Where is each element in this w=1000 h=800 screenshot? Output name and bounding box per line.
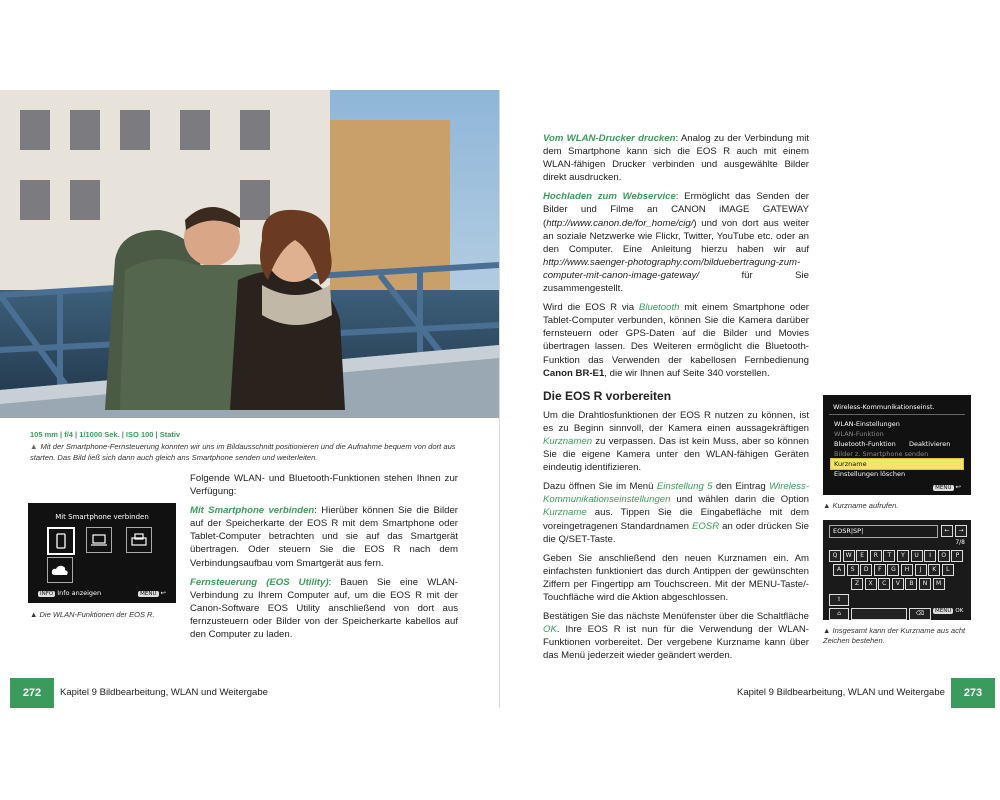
caption-arrow-icon: ▲ xyxy=(30,442,38,451)
chapter-title: Kapitel 9 Bildbearbeitung, WLAN und Weitergabe xyxy=(737,687,945,698)
cursor-right-icon: → xyxy=(955,525,967,537)
info-hint: INFO Info anzeigen xyxy=(40,589,102,597)
right-page xyxy=(501,90,1000,708)
return-icon: ↩ xyxy=(160,589,166,597)
page-number: 272 xyxy=(10,678,54,708)
keyboard-key: T xyxy=(883,550,895,562)
menu-screen-title: Wireless-Kommunikationseinst. xyxy=(833,403,935,411)
webservice-paragraph: Hochladen zum Webservice: Ermöglicht das Senden der Bilder und Filme an CANON iMAGE GATEWAY (http://www.canon.de/for_home/cig/) und von dort aus weiter an soziale Netzwerke wie Flickr, Twitter, YouTube etc. oder an den Computer. Eine Anleitung hierzu haben wir auf http://www.saenger-photography.com/bilduebertragung-zum-computer-mit-canon-image-gateway/ für Sie zusammengestellt. xyxy=(543,191,809,295)
home-icon: ⌂ xyxy=(829,608,849,620)
confirm-paragraph: Bestätigen Sie das nächste Menüfenster über die Schaltfläche OK. Ihre EOS R ist nun für die Verwendung der WLAN-Funktionen vorbereitet. Der vergebene Kurzname kann über das Menü jederzeit wieder geändert werden. xyxy=(543,611,809,662)
keyboard-key: S xyxy=(847,564,859,576)
return-icon: ↩ xyxy=(955,483,961,491)
photo-caption: ▲ Mit der Smartphone-Fernsteuerung konnten wir uns im Bildausschnitt positionieren und die Aufnahme bequem von dort aus starten. Das Bild ließ sich dann auch gleich ans Smartphone senden und weiterleiten. xyxy=(30,442,456,462)
camera-caption: ▲ Die WLAN-Funktionen der EOS R. xyxy=(30,610,155,619)
computer-icon xyxy=(86,527,112,553)
keyboard-key: H xyxy=(901,564,913,576)
keyboard-key: U xyxy=(911,550,923,562)
caption-arrow-icon: ▲ xyxy=(823,626,833,635)
backspace-icon: ⌫ xyxy=(909,608,931,620)
link-saenger[interactable]: http://www.saenger-photography.com/bilduebertragung-zum-computer-mit-canon-image-gateway/ xyxy=(543,256,801,281)
menu-back-hint: MENU ↩ xyxy=(140,589,166,597)
menu-ok-hint: MENU OK xyxy=(935,608,964,614)
space-key xyxy=(851,608,907,620)
keyboard-key: M xyxy=(933,578,945,590)
left-footer xyxy=(0,678,499,708)
photo-exif: 105 mm | f/4 | 1/1000 Sek. | ISO 100 | Stativ xyxy=(30,430,181,439)
keyboard-key: O xyxy=(938,550,950,562)
keyboard-key: Y xyxy=(897,550,909,562)
bluetooth-value: Deaktivieren xyxy=(909,440,951,448)
smartphone-icon xyxy=(47,527,75,555)
camera-screen-title: Mit Smartphone verbinden xyxy=(55,513,149,521)
menu-row-wlan-function: WLAN-Funktion xyxy=(834,430,884,438)
keyboard-key: K xyxy=(928,564,940,576)
camera-screen-wlan xyxy=(28,503,176,603)
shortname-input: EOSR|SP| xyxy=(829,525,938,538)
keyboard-key: W xyxy=(843,550,855,562)
menu-row-shortname: Kurzname xyxy=(831,459,963,469)
menu-row-bluetooth: Bluetooth-Funktion Deaktivieren xyxy=(834,440,951,448)
keyboard-key: X xyxy=(865,578,877,590)
right-footer xyxy=(501,678,1000,708)
right-body-top xyxy=(543,132,809,668)
keyboard-key: Q xyxy=(829,550,841,562)
keyboard-key: V xyxy=(892,578,904,590)
keyboard-key: R xyxy=(870,550,882,562)
keyboard-key: L xyxy=(942,564,954,576)
enter-name-paragraph: Geben Sie anschließend den neuen Kurznamen ein. Am einfachsten funktioniert das durch Antippen der gewünschten Ziffern per Fingertipp am Touchscreen. Mit der MENU-Taste/-Touchfläche wird die Aktion abgeschlossen. xyxy=(543,552,809,603)
char-counter: 7/8 xyxy=(955,539,965,546)
printer-paragraph: Vom WLAN-Drucker drucken: Analog zu der Verbindung mit dem Smartphone kann sich die EOS R auch mit einem WLAN-fähigen Drucker verbinden und ausgewählte Bilder direkt ausdrucken. xyxy=(543,133,809,184)
book-spread xyxy=(0,90,1000,708)
menu-row-send-images: Bilder z. Smartphone senden xyxy=(834,450,929,458)
keyboard-key: N xyxy=(919,578,931,590)
menu-back-hint: MENU ↩ xyxy=(935,483,961,491)
camera-screen-wireless-menu xyxy=(823,395,971,495)
left-page xyxy=(0,90,500,708)
menu-row-clear: Einstellungen löschen xyxy=(834,470,906,478)
keyboard-key: C xyxy=(878,578,890,590)
keyboard-key: E xyxy=(856,550,868,562)
keyboard-key: B xyxy=(905,578,917,590)
shortname-intro-paragraph: Um die Drahtlosfunktionen der EOS R nutzen zu können, ist es zu Beginn sinnvoll, der Kamera einen aussagekräftigen Kurznamen zu verpassen. Das ist kein Muss, aber so können Sie die eigene Kamera unter den WLAN-fähigen Geräten eindeutig identifizieren. xyxy=(543,409,809,474)
keyboard-key: D xyxy=(860,564,872,576)
keyboard-key: I xyxy=(924,550,936,562)
remote-paragraph: Fernsteuerung (EOS Utility): Bauen Sie eine WLAN-Verbindung zu Ihrem Computer auf, um die EOS R mit der Canon-Software EOS Utility anschließend von dort aus fernzusteuern oder Bilder von der Speicherkarte kabellos auf den Computer zu laden. xyxy=(190,576,458,641)
smartphone-paragraph: Mit Smartphone verbinden: Hierüber können Sie die Bilder auf der Speicherkarte der EOS R mit dem Smartphone oder Tablet-Computer betrachten und sie auf das Smartgerät übertragen. Oder steuern Sie die EOS R nach dem Verbindungsaufbau vom Smartgerät aus fern. xyxy=(190,505,458,569)
chapter-title: Kapitel 9 Bildbearbeitung, WLAN und Weitergabe xyxy=(60,687,268,698)
keyboard-caption: ▲ Insgesamt kann der Kurzname aus acht Zeichen bestehen. xyxy=(823,626,966,645)
menu-row-wlan-settings: WLAN-Einstellungen xyxy=(834,420,900,428)
keyboard-key: Z xyxy=(851,578,863,590)
couple-photo xyxy=(0,90,499,418)
menu-caption: ▲ Kurzname aufrufen. xyxy=(823,501,899,510)
keyboard-key: J xyxy=(915,564,927,576)
keyboard-key: F xyxy=(874,564,886,576)
intro-paragraph: Folgende WLAN- und Bluetooth-Funktionen stehen Ihnen zur Verfügung: xyxy=(190,473,458,498)
caption-arrow-icon: ▲ xyxy=(30,610,40,619)
section-heading: Die EOS R vorbereiten xyxy=(543,388,672,403)
keyboard-key: G xyxy=(887,564,899,576)
cursor-left-icon: ← xyxy=(941,525,953,537)
camera-screen-keyboard xyxy=(823,520,971,620)
menu-steps-paragraph: Dazu öffnen Sie im Menü Einstellung 5 den Eintrag Wireless-Kommunikationseinstellungen und wählen darin die Option Kurzname aus. Tippen Sie die Eingabefläche mit dem voreingetragenen Standardnamen EOSR an oder drücken Sie die Q/SET-Taste. xyxy=(543,481,810,545)
shift-icon: ⇧ xyxy=(829,594,849,606)
cloud-icon xyxy=(47,557,73,583)
link-cig[interactable]: http://www.canon.de/for_home/cig/ xyxy=(546,217,694,229)
caption-arrow-icon: ▲ xyxy=(823,501,833,510)
keyboard-key: A xyxy=(833,564,845,576)
keyboard-key: P xyxy=(951,550,963,562)
bluetooth-paragraph: Wird die EOS R via Bluetooth mit einem Smartphone oder Tablet-Computer verbunden, können Sie die Kamera darüber fernsteuern oder GPS-Daten auf die Bilder und Movies übertragen lassen. Des Weiteren ermöglicht die Bluetooth-Funktion das Verwenden der kabellosen Fernbedienung Canon BR-E1, die wir Ihnen auf Seite 340 vorstellen. xyxy=(543,302,810,379)
left-body xyxy=(190,472,458,647)
page-number: 273 xyxy=(951,678,995,708)
printer-icon xyxy=(126,527,152,553)
menu-divider xyxy=(829,414,965,415)
